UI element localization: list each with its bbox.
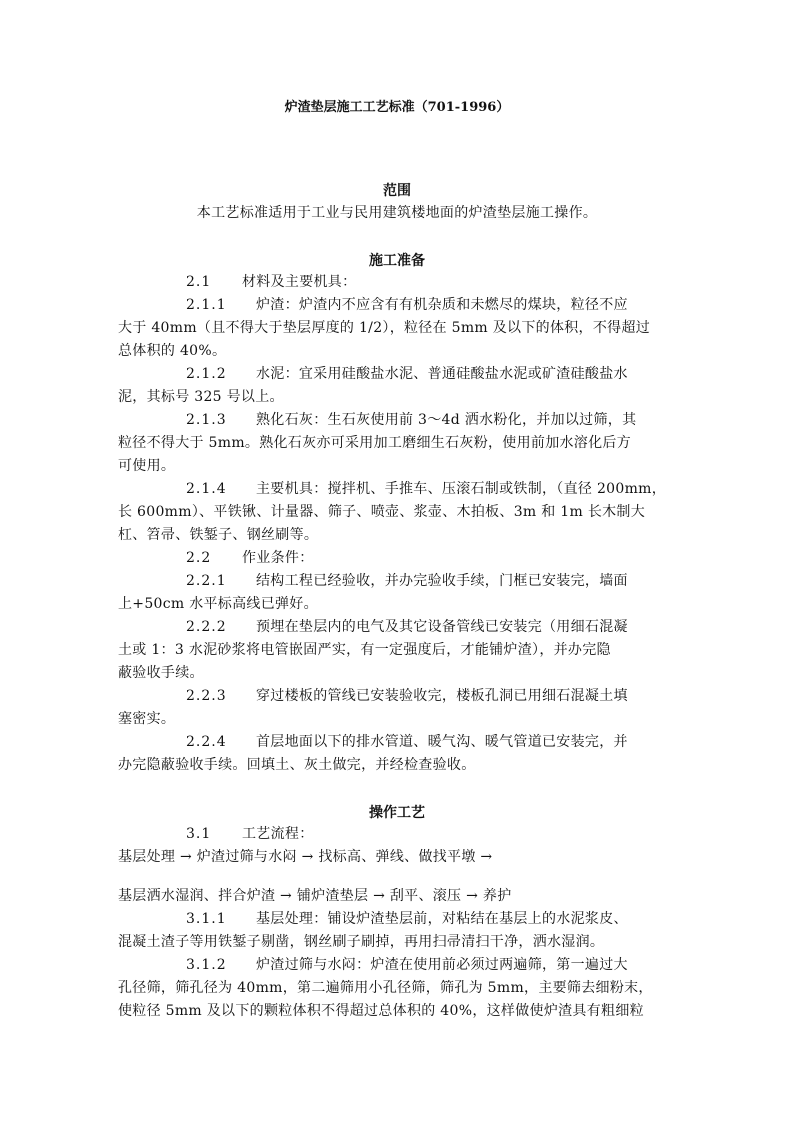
clause-2-2: 2.2 作业条件： [186, 550, 314, 566]
clause-2-1-2-cont: 泥，其标号 325 号以上。 [118, 389, 284, 405]
clause-2-2-3: 2.2.3 穿过楼板的管线已安装验收完，楼板孔洞已用细石混凝土填 [186, 688, 628, 704]
clause-number: 2.1 [186, 274, 212, 290]
clause-2-2-3-cont: 塞密实。 [118, 711, 176, 727]
clause-2-1-4-cont: 长 600mm）、平铁锹、计量器、筛子、喷壶、浆壶、木拍板、3m 和 1m 长木制大 [118, 504, 646, 520]
clause-2-2-4: 2.2.4 首层地面以下的排水管道、暖气沟、暖气管道已安装完，并 [186, 734, 628, 750]
clause-2-1: 2.1 材料及主要机具： [186, 274, 357, 290]
clause-3-1-2: 3.1.2 炉渣过筛与水闷：炉渣在使用前必须过两遍筛，第一遍过大 [186, 957, 628, 973]
clause-number: 3.1.1 [186, 911, 227, 927]
clause-2-1-3: 2.1.3 熟化石灰：生石灰使用前 3～4d 洒水粉化，并加以过筛，其 [186, 412, 637, 428]
clause-3-1-1: 3.1.1 基层处理：铺设炉渣垫层前，对粘结在基层上的水泥浆皮、 [186, 911, 628, 927]
clause-number: 2.2.3 [186, 688, 227, 704]
clause-2-2-4-cont: 办完隐蔽验收手续。回填土、灰土做完，并经检查验收。 [118, 757, 476, 773]
clause-2-1-4-cont: 杠、笤帚、铁錾子、钢丝刷等。 [118, 527, 319, 543]
clause-number: 2.1.4 [186, 481, 227, 497]
clause-2-1-3-cont: 粒径不得大于 5mm。熟化石灰亦可采用加工磨细生石灰粉，使用前加水溶化后方 [118, 435, 632, 451]
clause-2-1-1: 2.1.1 炉渣：炉渣内不应含有有机杂质和未燃尽的煤块，粒径不应 [186, 297, 628, 313]
process-flow-line-2: 基层洒水湿润、拌合炉渣 → 铺炉渣垫层 → 刮平、滚压 → 养护 [118, 888, 512, 904]
clause-2-2-1: 2.2.1 结构工程已经验收，并办完验收手续，门框已安装完，墙面 [186, 573, 628, 589]
clause-number: 2.1.1 [186, 297, 227, 313]
clause-3-1-2-cont: 孔径筛，筛孔径为 40mm，第二遍筛用小孔径筛，筛孔为 5mm，主要筛去细粉末， [118, 980, 653, 996]
clause-2-2-2: 2.2.2 预埋在垫层内的电气及其它设备管线已安装完（用细石混凝 [186, 619, 628, 635]
clause-2-2-2-cont: 土或 1：3 水泥砂浆将电管嵌固严实，有一定强度后，才能铺炉渣），并办完隐 [118, 642, 611, 658]
clause-3-1-1-cont: 混凝土渣子等用铁錾子剔凿，钢丝刷子刷掉，再用扫帚清扫干净，洒水湿润。 [118, 934, 605, 950]
clause-number: 3.1.2 [186, 957, 227, 973]
clause-number: 3.1 [186, 826, 212, 842]
clause-number: 2.2.1 [186, 573, 227, 589]
clause-2-1-3-cont: 可使用。 [118, 458, 176, 474]
clause-2-1-2: 2.1.2 水泥：宜采用硅酸盐水泥、普通硅酸盐水泥或矿渣硅酸盐水 [186, 366, 628, 382]
clause-number: 2.2.2 [186, 619, 227, 635]
clause-number: 2.2.4 [186, 734, 227, 750]
clause-2-1-1-cont: 总体积的 40%。 [118, 343, 227, 359]
clause-2-2-1-cont: 上+50cm 水平标高线已弹好。 [118, 596, 318, 612]
document-title: 炉渣垫层施工工艺标准（701-1996） [284, 100, 510, 115]
clause-2-2-2-cont: 蔽验收手续。 [118, 665, 204, 681]
section-heading-scope: 范围 [383, 183, 411, 199]
clause-2-1-1-cont: 大于 40mm（且不得大于垫层厚度的 1/2），粒径在 5mm 及以下的体积，不得超过 [118, 320, 651, 336]
clause-3-1: 3.1 工艺流程： [186, 826, 314, 842]
clause-2-1-4: 2.1.4 主要机具：搅拌机、手推车、压滚石制或铁制，（直径 200mm， [186, 481, 667, 497]
clause-number: 2.2 [186, 550, 212, 566]
section-heading-operation: 操作工艺 [369, 805, 425, 821]
section-heading-preparation: 施工准备 [369, 253, 425, 269]
clause-number: 2.1.3 [186, 412, 227, 428]
scope-text: 本工艺标准适用于工业与民用建筑楼地面的炉渣垫层施工操作。 [196, 205, 598, 221]
process-flow-line-1: 基层处理 → 炉渣过筛与水闷 → 找标高、弹线、做找平墩 → [118, 849, 493, 865]
clause-3-1-2-cont: 使粒径 5mm 及以下的颗粒体积不得超过总体积的 40%，这样做使炉渣具有粗细粒 [118, 1003, 644, 1019]
clause-number: 2.1.2 [186, 366, 227, 382]
